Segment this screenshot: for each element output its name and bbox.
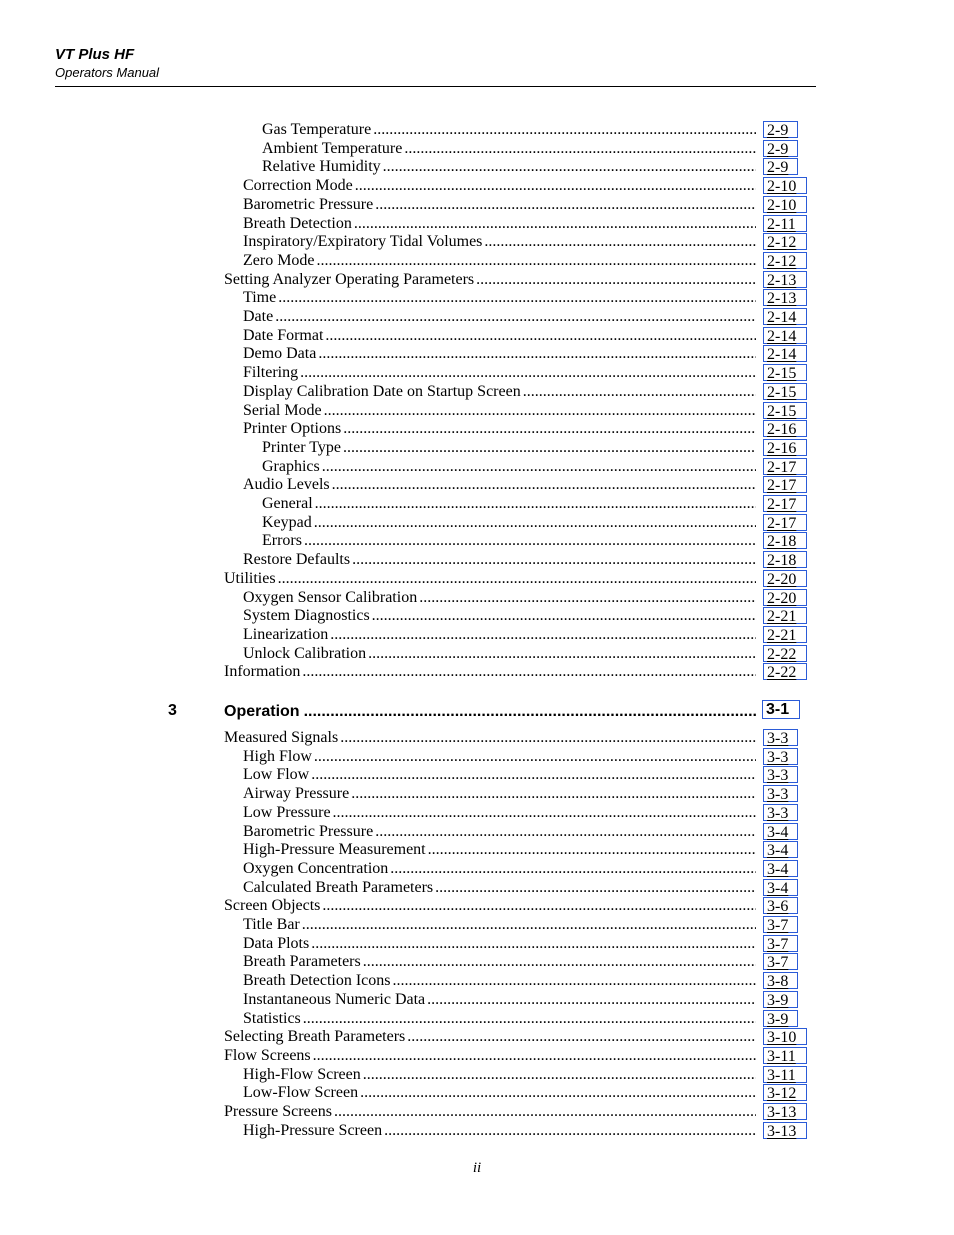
toc-entry[interactable] — [243, 382, 758, 401]
chapter-number: 3 — [168, 702, 177, 719]
toc-entry-label: Oxygen Sensor Calibration — [243, 588, 418, 606]
toc-entry-label: Graphics — [262, 457, 320, 475]
toc-page-link[interactable]: 3-6 — [763, 897, 798, 914]
toc-entry[interactable] — [224, 1027, 758, 1046]
toc-entry-label: Selecting Breath Parameters — [224, 1028, 406, 1046]
leader-dots — [419, 588, 756, 607]
toc-entry[interactable] — [262, 120, 758, 139]
toc-entry-label: Information — [224, 663, 301, 681]
toc-entry[interactable] — [243, 176, 758, 195]
leader-dots — [314, 513, 756, 532]
toc-page-link[interactable]: 2-20 — [763, 570, 807, 587]
toc-entry[interactable] — [243, 971, 758, 990]
toc-entry[interactable] — [243, 803, 758, 822]
leader-dots — [435, 878, 756, 897]
toc-page-link[interactable]: 2-22 — [763, 663, 807, 680]
leader-dots — [407, 1027, 756, 1046]
toc-entry-label: Date — [243, 308, 274, 325]
toc-page-link[interactable]: 3-11 — [763, 1066, 807, 1083]
toc-entry-label: Restore Defaults — [243, 551, 351, 569]
toc-page-link[interactable]: 2-13 — [763, 289, 807, 306]
toc-entry[interactable] — [243, 934, 758, 953]
toc-entry[interactable] — [243, 475, 758, 494]
toc-page-link[interactable]: 2-14 — [763, 327, 807, 344]
toc-entry[interactable] — [243, 859, 758, 878]
toc-entry-label: Keypad — [262, 513, 312, 531]
chapter-label: Operation — [224, 703, 300, 720]
toc-entry-label: Measured Signals — [224, 729, 339, 746]
toc-entry[interactable] — [262, 531, 758, 550]
leader-dots — [300, 363, 756, 382]
toc-page-link[interactable]: 2-9 — [763, 121, 798, 138]
toc-entry-label: Date Format — [243, 326, 324, 344]
toc-page-link[interactable]: 2-16 — [763, 439, 807, 456]
header-subtitle: Operators Manual — [55, 65, 160, 80]
toc-entry[interactable] — [243, 344, 758, 363]
leader-dots — [476, 270, 756, 289]
toc-entry[interactable] — [262, 139, 758, 158]
leader-dots — [373, 120, 756, 139]
leader-dots — [278, 569, 756, 588]
toc-entry-label: Ambient Temperature — [262, 139, 403, 157]
toc-entry-label: Relative Humidity — [262, 158, 381, 176]
leader-dots — [303, 1009, 756, 1028]
leader-dots — [390, 859, 756, 878]
toc-page-link[interactable]: 3-7 — [763, 935, 798, 952]
toc-entry[interactable] — [243, 326, 758, 345]
header-rule — [55, 86, 816, 87]
leader-dots — [372, 606, 756, 625]
toc-entry[interactable] — [262, 157, 758, 176]
toc-page-link[interactable]: 2-21 — [763, 607, 807, 624]
toc-entry-label: Low-Flow Screen — [243, 1084, 359, 1102]
toc-entry[interactable] — [243, 1009, 758, 1028]
toc-page-link[interactable]: 2-10 — [763, 177, 807, 194]
toc-entry[interactable] — [243, 644, 758, 663]
toc-page-link[interactable]: 3-3 — [763, 804, 798, 821]
toc-entry[interactable] — [243, 915, 758, 934]
leader-dots — [355, 176, 756, 195]
toc-entry-label: Breath Detection Icons — [243, 972, 391, 990]
toc-entry-label: Printer Type — [262, 438, 342, 456]
toc-entry[interactable] — [224, 270, 758, 289]
toc-page-link[interactable]: 2-15 — [763, 402, 807, 419]
toc-entry[interactable] — [243, 307, 758, 326]
toc-page-link[interactable]: 3-3 — [763, 785, 798, 802]
toc-page-link[interactable]: 2-17 — [763, 476, 807, 493]
toc-entry[interactable] — [243, 419, 758, 438]
toc-entry[interactable] — [243, 363, 758, 382]
leader-dots — [363, 1065, 756, 1084]
footer-page-number: ii — [472, 1160, 482, 1176]
toc-entry-label: Breath Parameters — [243, 953, 361, 971]
toc-page-link[interactable]: 2-18 — [763, 551, 807, 568]
toc-entry[interactable] — [243, 784, 758, 803]
toc-entry[interactable] — [243, 878, 758, 897]
leader-dots — [332, 475, 756, 494]
toc-page-link[interactable]: 2-22 — [763, 645, 807, 662]
toc-page-link[interactable]: 2-14 — [763, 345, 807, 362]
toc-page-link[interactable]: 3-4 — [763, 841, 798, 858]
toc-page-link[interactable]: 2-17 — [763, 458, 807, 475]
toc-page-link[interactable]: 3-13 — [763, 1103, 807, 1120]
leader-dots — [333, 803, 756, 822]
toc-page-link[interactable]: 2-17 — [763, 514, 807, 531]
toc-entry-label: Title Bar — [243, 916, 300, 933]
toc-entry[interactable] — [243, 214, 758, 233]
toc-page-link[interactable]: 2-11 — [763, 215, 807, 232]
leader-dots — [311, 934, 756, 953]
toc-entry[interactable] — [243, 747, 758, 766]
toc-entry-label: High Flow — [243, 747, 312, 765]
toc-page-link[interactable]: 3-4 — [763, 860, 798, 877]
toc-entry[interactable] — [224, 896, 758, 915]
toc-page-link[interactable]: 2-13 — [763, 271, 807, 288]
toc-entry[interactable] — [243, 822, 758, 841]
leader-dots — [360, 1083, 756, 1102]
toc-page-link[interactable]: 2-10 — [763, 196, 807, 213]
leader-dots — [278, 288, 756, 307]
chapter-page-link[interactable]: 3-1 — [762, 700, 800, 719]
toc-page-link[interactable]: 3-13 — [763, 1122, 807, 1139]
toc-entry[interactable] — [224, 1102, 758, 1121]
toc-entry-label: Data Plots — [243, 934, 310, 952]
toc-entry-label: Pressure Screens — [224, 1103, 332, 1120]
toc-entry-label: System Diagnostics — [243, 607, 370, 625]
toc-entry-label: Calculated Breath Parameters — [243, 878, 434, 896]
leader-dots — [363, 952, 756, 971]
toc-entry-label: Setting Analyzer Operating Parameters — [224, 270, 475, 288]
toc-page-link[interactable]: 3-11 — [763, 1047, 807, 1064]
leader-dots — [375, 195, 756, 214]
leader-dots — [427, 990, 756, 1009]
toc-entry[interactable] — [243, 1121, 758, 1140]
toc-entry-label: Zero Mode — [243, 251, 315, 269]
toc-entry[interactable] — [243, 588, 758, 607]
toc-entry[interactable] — [243, 840, 758, 859]
toc-entry[interactable] — [243, 401, 758, 420]
toc-entry-label: Barometric Pressure — [243, 195, 374, 213]
toc-page-link[interactable]: 3-4 — [763, 823, 798, 840]
toc-entry-label: Gas Temperature — [262, 121, 372, 138]
leader-dots — [325, 326, 756, 345]
toc-page-link[interactable]: 3-9 — [763, 991, 798, 1008]
leader-dots — [354, 214, 756, 233]
toc-entry[interactable] — [243, 195, 758, 214]
leader-dots — [383, 157, 756, 176]
toc-entry[interactable] — [243, 232, 758, 251]
toc-page-link[interactable]: 3-7 — [763, 953, 798, 970]
toc-entry[interactable] — [224, 569, 758, 588]
toc-entry-label: Statistics — [243, 1009, 301, 1027]
toc-page-link[interactable]: 2-18 — [763, 532, 807, 549]
toc-entry-label: Barometric Pressure — [243, 822, 374, 840]
leader-dots — [368, 644, 756, 663]
toc-entry[interactable] — [243, 1065, 758, 1084]
leader-dots — [351, 784, 756, 803]
leader-dots — [343, 419, 756, 438]
leader-dots — [302, 915, 756, 934]
leader-dots — [384, 1121, 756, 1140]
leader-dots — [404, 139, 756, 158]
toc-entry[interactable] — [243, 952, 758, 971]
toc-entry[interactable] — [243, 606, 758, 625]
toc-page-link[interactable]: 3-7 — [763, 916, 798, 933]
toc-page-link[interactable]: 2-21 — [763, 626, 807, 643]
toc-entry-label: Correction Mode — [243, 177, 353, 195]
toc-page-link[interactable]: 2-9 — [763, 140, 798, 157]
leader-dots — [311, 765, 756, 784]
toc-entry-label: Oxygen Concentration — [243, 859, 389, 877]
leader-dots — [352, 550, 756, 569]
toc-page-link[interactable]: 2-16 — [763, 420, 807, 437]
toc-entry[interactable] — [262, 438, 758, 457]
toc-entry[interactable] — [224, 662, 758, 681]
leader-dots — [314, 747, 756, 766]
toc-entry-label: Linearization — [243, 625, 329, 643]
toc-entry-label: Time — [243, 289, 277, 307]
toc-entry-label: Screen Objects — [224, 897, 321, 915]
leader-dots — [317, 251, 756, 270]
toc-entry-label: High-Pressure Measurement — [243, 841, 426, 859]
toc-entry[interactable] — [243, 288, 758, 307]
leader-dots — [322, 896, 756, 915]
toc-page-link[interactable]: 2-14 — [763, 308, 807, 325]
leader-dots — [340, 728, 756, 747]
leader-dots — [275, 307, 756, 326]
leader-dots — [523, 382, 756, 401]
toc-entry[interactable] — [243, 990, 758, 1009]
leader-dots — [393, 971, 757, 990]
toc-entry[interactable] — [243, 550, 758, 569]
toc-page-link[interactable]: 2-17 — [763, 495, 807, 512]
toc-entry-label: Display Calibration Date on Startup Screen — [243, 382, 521, 400]
leader-dots — [334, 1102, 756, 1121]
toc-entry-label: Serial Mode — [243, 401, 322, 419]
leader-dots — [330, 625, 756, 644]
leader-dots — [304, 531, 756, 550]
toc-entry-label: Low Pressure — [243, 803, 331, 821]
toc-entry-label: Filtering — [243, 364, 299, 382]
toc-entry-label: Airway Pressure — [243, 785, 350, 803]
toc-entry-label: Breath Detection — [243, 214, 352, 232]
toc-page-link[interactable]: 3-12 — [763, 1084, 807, 1101]
toc-entry[interactable] — [262, 513, 758, 532]
toc-entry-label: High-Pressure Screen — [243, 1121, 383, 1139]
toc-page-link[interactable]: 2-15 — [763, 364, 807, 381]
toc-entry-label: Flow Screens — [224, 1046, 311, 1064]
leader-dots — [324, 401, 756, 420]
toc-page-link[interactable]: 3-4 — [763, 879, 798, 896]
leader-dots — [484, 232, 756, 251]
toc-page-link[interactable]: 3-9 — [763, 1010, 798, 1027]
toc-entry[interactable] — [243, 1083, 758, 1102]
toc-entry-label: Low Flow — [243, 766, 310, 784]
toc-page-link[interactable]: 3-3 — [763, 748, 798, 765]
toc-entry[interactable] — [243, 765, 758, 784]
toc-page-link[interactable]: 2-12 — [763, 252, 807, 269]
toc-entry-label: Demo Data — [243, 345, 317, 363]
toc-entry[interactable] — [224, 728, 758, 747]
toc-entry-label: Instantaneous Numeric Data — [243, 990, 426, 1008]
toc-page-link[interactable]: 3-8 — [763, 972, 798, 989]
toc-entry-label: Utilities — [224, 569, 276, 587]
chapter-entry[interactable] — [224, 701, 758, 721]
toc-page-link[interactable]: 3-3 — [763, 766, 798, 783]
toc-entry-label: Errors — [262, 532, 302, 550]
toc-entry[interactable] — [224, 1046, 758, 1065]
leader-dots — [343, 438, 756, 457]
leader-dots — [315, 494, 756, 513]
leader-dots — [322, 457, 756, 476]
leader-dots — [318, 344, 756, 363]
toc-entry[interactable] — [262, 494, 758, 513]
toc-entry[interactable] — [243, 625, 758, 644]
toc-page-link[interactable]: 3-10 — [763, 1028, 807, 1045]
toc-entry-label: Printer Options — [243, 420, 342, 438]
leader-dots — [304, 703, 756, 721]
toc-page-link[interactable]: 2-20 — [763, 589, 807, 606]
toc-entry-label: Unlock Calibration — [243, 644, 367, 662]
leader-dots — [313, 1046, 756, 1065]
toc-entry-label: Inspiratory/Expiratory Tidal Volumes — [243, 233, 483, 251]
toc-page-link[interactable]: 2-15 — [763, 383, 807, 400]
toc-page-link[interactable]: 3-3 — [763, 729, 798, 746]
toc-page-link[interactable]: 2-12 — [763, 233, 807, 250]
leader-dots — [428, 840, 756, 859]
header-title: VT Plus HF — [55, 46, 135, 63]
toc-entry[interactable] — [262, 457, 758, 476]
leader-dots — [375, 822, 756, 841]
toc-entry-label: High-Flow Screen — [243, 1065, 361, 1083]
leader-dots — [302, 662, 756, 681]
toc-entry-label: General — [262, 495, 313, 512]
toc-entry-label: Audio Levels — [243, 476, 330, 494]
toc-entry[interactable] — [243, 251, 758, 270]
toc-page-link[interactable]: 2-9 — [763, 158, 798, 175]
